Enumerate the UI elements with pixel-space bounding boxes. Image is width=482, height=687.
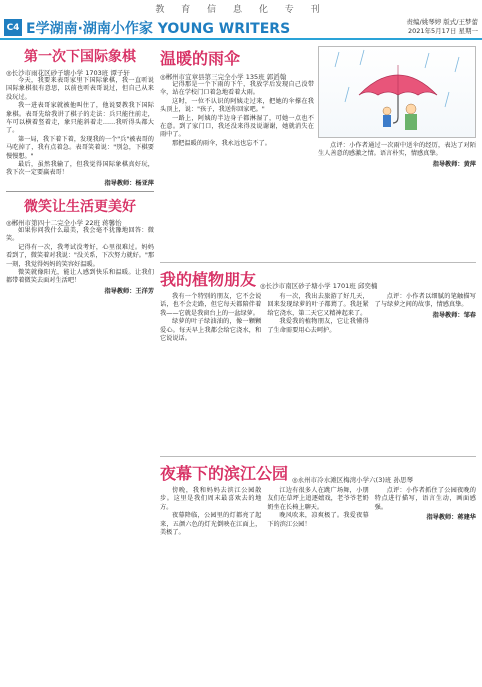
paragraph: 我一进表哥家就被他叫住了，他说要教我下国际象棋。表哥先给我讲了棋子的走法：兵只能往前走，车可以横着竖着走，象只能斜着走……我听得头都大了。 [6,102,154,135]
article-4-col-2 [267,293,368,343]
paragraph: 如果你问我什么最美，我会毫不犹豫地回答：微笑。 [6,226,154,243]
article-5-title: 夜幕下的滨江公园 [160,464,289,483]
article-3-editor: 指导教师：黄萍 [432,160,476,168]
article-3-title: 温暖的雨伞 [160,49,241,68]
paragraph: 我有一个特别的朋友，它不会说话，也不会走路，但它每天都陪伴着我——它就是我窗台上的一盆绿萝。 [160,293,262,317]
paragraph: 今天，我要来表哥家里下国际象棋，我一直听说国际象棋很有意思，以前也听表哥说过，但自己从来没玩过。 [6,77,154,101]
article-3-body [160,81,314,148]
paragraph: 记得有一次，我考试没考好，心里很难过。妈妈看到了，微笑着对我说："没关系，下次努力就好。"那一刻，我觉得妈妈的笑容好温暖。 [6,243,155,268]
paragraph: 绿萝的叶子绿油油的，像一颗颗爱心。每天早上我都会给它浇水，和它说说话。 [160,318,262,343]
page-title: E学湖南·湖南小作家 YOUNG WRITERS [26,21,291,37]
article-4-editor: 指导教师：邹春 [432,311,476,319]
paragraph: 夜幕降临，公园里的灯都亮了起来，五颜六色的灯光倒映在江面上，美极了。 [160,512,262,537]
right-column [318,46,476,168]
paragraph: 这时，一位不认识的阿姨走过来，把她的伞撑在我头顶上，说："孩子，我送你回家吧。" [160,97,314,114]
article-1-title: 第一次下国际象棋 [24,49,136,65]
paragraph: 一路上，阿姨的半边身子都淋湿了，可她一点也不在意。到了家门口，我还没来得及说谢谢，她就消失在雨中了。 [160,114,314,139]
paragraph: 最后，虽然我输了，但我觉得国际象棋真好玩，我下次一定要赢表哥！ [6,161,154,177]
article-5-editor: 指导教师：蒋建华 [426,514,476,522]
umbrella-icon [319,47,476,138]
article-5-col-3 [375,487,476,537]
paragraph: 微笑就像阳光，能让人感到快乐和温暖。让我们都带着微笑去面对生活吧！ [6,268,154,285]
article-2-editor: 指导教师：王洋芳 [104,287,154,295]
article-4-title: 我的植物朋友 [160,270,257,289]
article-3-byline: ◎郴州市宜章县第三完全小学 135班 郭滔翰 [160,73,287,81]
paragraph: 那把温暖的雨伞，我永远也忘不了。 [172,139,271,147]
paragraph: 江边有很多人在跳广场舞，小朋友们在草坪上追逐嬉戏，老爷爷老奶奶坐在长椅上聊天。 [267,487,369,511]
article-5-byline: ◎永州市冷水滩区梅湾小学六(3)班 孙思琴 [292,476,413,484]
masthead-info [407,18,478,36]
paragraph: 记得那是一个下雨的下午，我放学后发现自己没带伞，站在学校门口着急地看着大雨。 [160,81,314,97]
article-1-editor: 指导教师：杨亚萍 [104,179,154,187]
article-5 [160,456,476,537]
article-2-body [6,227,154,286]
article-3-comment: 点评：小作者通过一次雨中送伞的经历，表达了对陌生人善意的感激之情。语言朴实，情感真挚。 [318,142,476,158]
article-4-comment: 点评：小作者以细腻的笔触描写了与绿萝之间的故事，情感真挚。 [374,293,476,309]
editor-line: 责编/姚琴婷 版式/王梦蕾 [406,18,478,26]
paragraph: 晚风吹来，凉爽极了。我爱夜幕下的滨江公园！ [267,512,369,528]
article-5-col-1 [160,487,261,537]
paragraph: 我爱我的植物朋友，它让我懂得了生命需要用心去呵护。 [267,318,369,334]
page-number: C4 [4,19,22,36]
article-5-comment: 点评：小作者抓住了公园夜晚的特点进行描写，语言生动，画面感强。 [374,487,476,511]
left-column [6,46,154,295]
article-4 [160,262,476,343]
umbrella-illustration [318,46,476,138]
date-line: 2021年5月17日 星期一 [407,27,478,35]
paragraph: 傍晚，我和妈妈去滨江公园散步。这里是我们周末最喜欢去的地方。 [160,487,262,511]
article-1-byline: ◎长沙市雨花区砂子塘小学 1703班 谭子轩 [6,69,130,77]
article-4-byline: ◎长沙市南区砂子塘小学 1701班 邱奕楠 [260,282,378,290]
article-4-col-1 [160,293,261,343]
slogan: 教 育 信 息 化 专 刊 [155,4,327,15]
article-2-title: 微笑让生活更美好 [24,198,136,215]
top-band [0,0,482,16]
divider [6,191,154,192]
middle-column [160,46,314,148]
article-4-col-3 [375,293,476,343]
masthead [0,16,482,40]
paragraph: 有一次，我出去旅游了好几天，回来发现绿萝的叶子都蔫了。我赶紧给它浇水，第二天它又精神起来了。 [267,293,369,317]
article-1-body [6,77,154,178]
article-2-byline: ◎郴州市第四十二完全小学 22班 蒋馨怡 [6,218,122,227]
article-5-col-2 [267,487,368,537]
paragraph: 第一局，我下着下着，发现我的一个"兵"被表哥的马吃掉了，我有点着急。表哥笑着说："别急，下棋要慢慢想。" [6,135,154,160]
